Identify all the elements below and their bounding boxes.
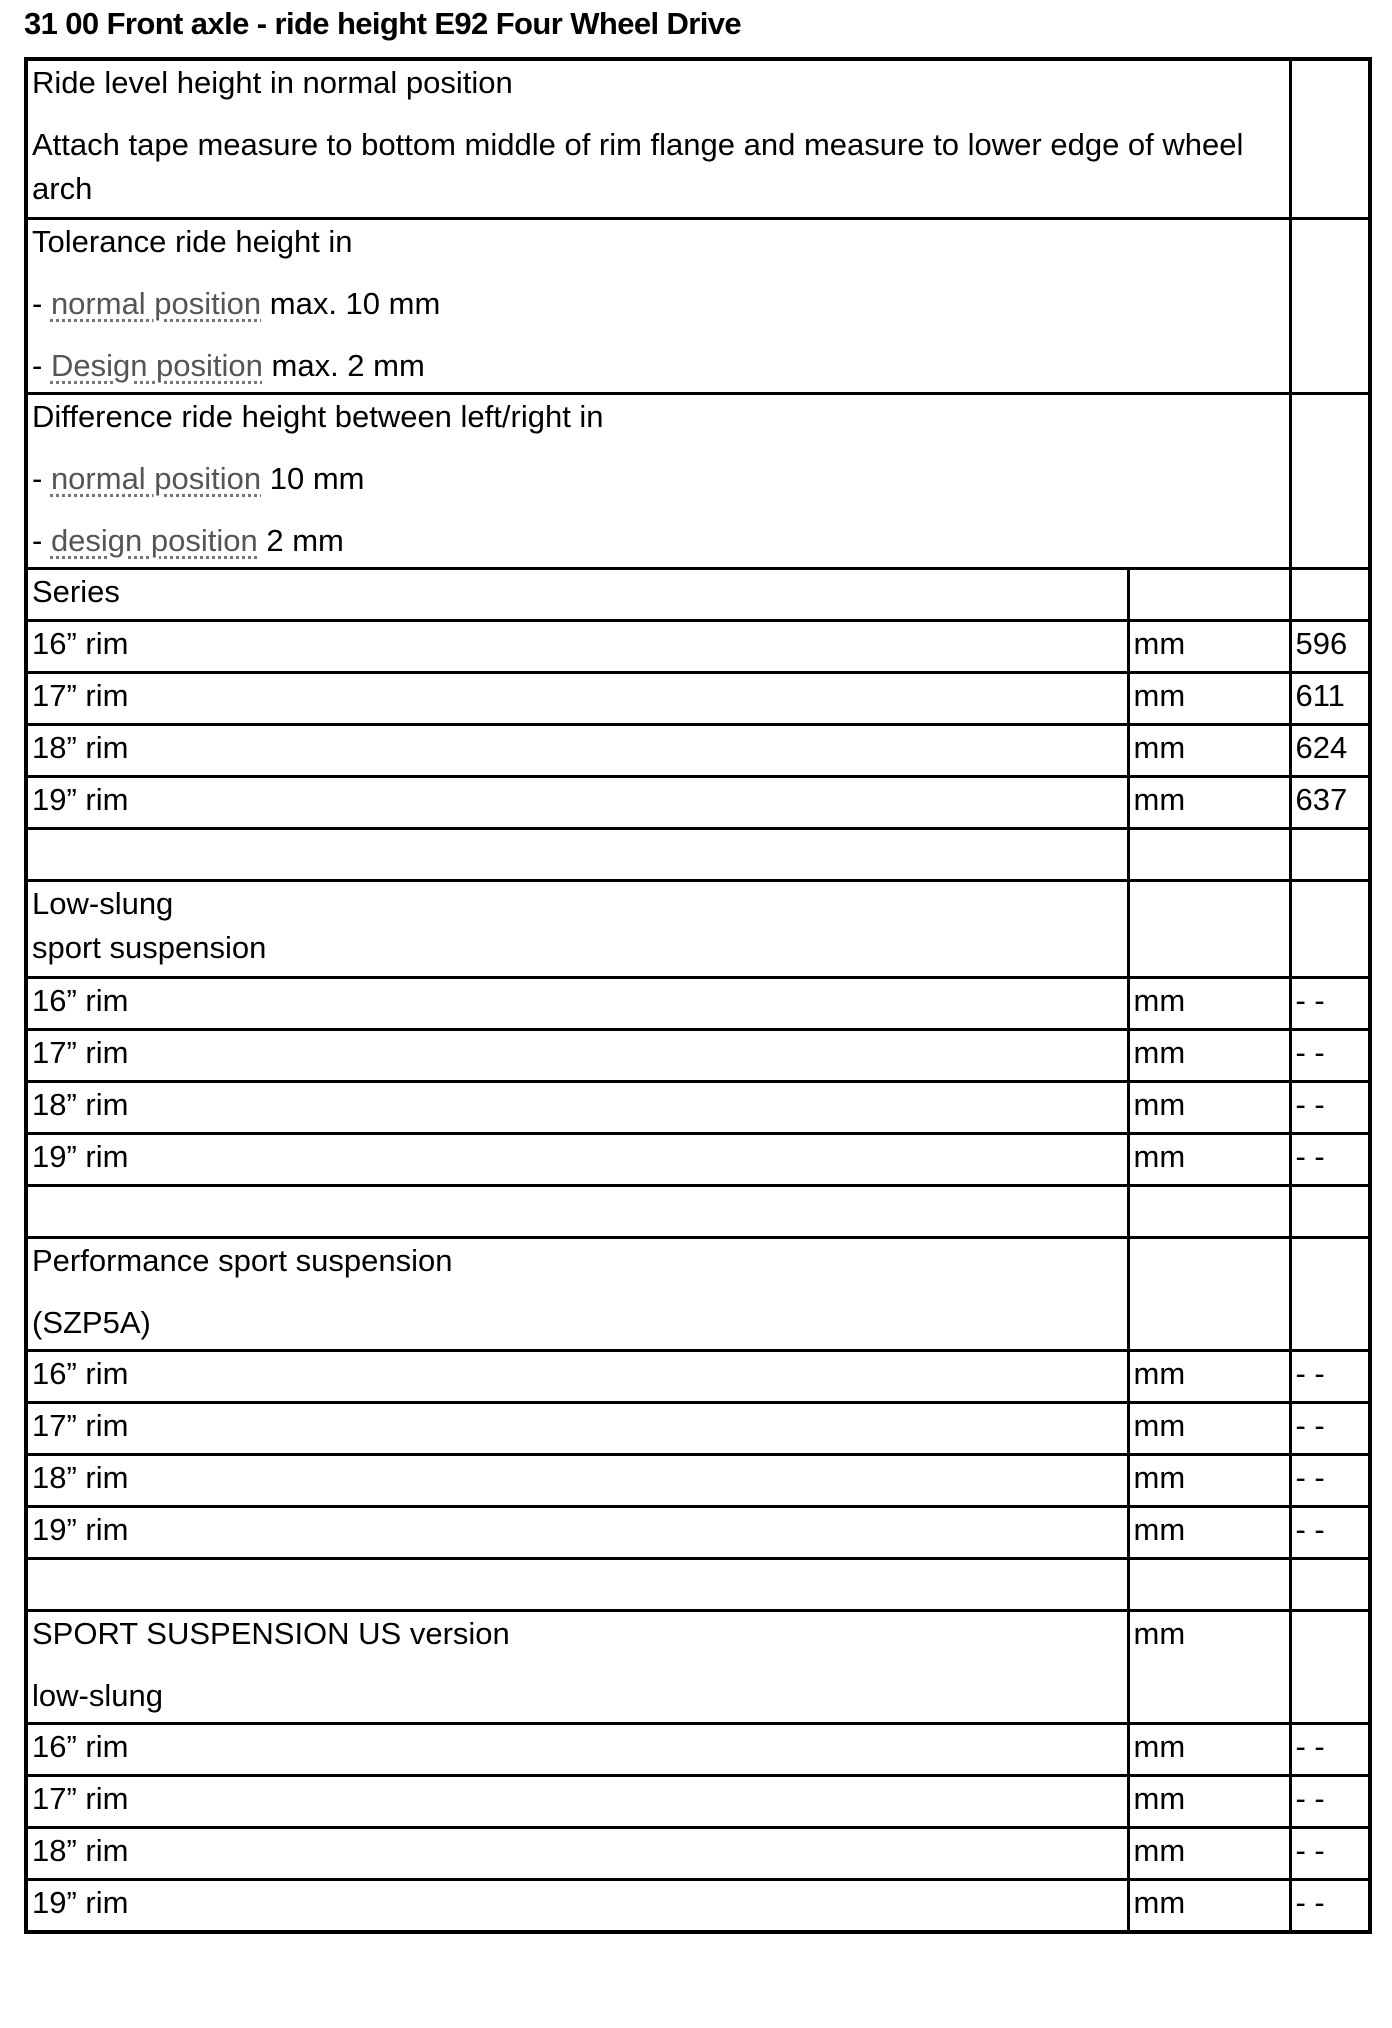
table-row [26, 1134, 1370, 1186]
empty-cell [26, 829, 1128, 881]
difference-normal-value: 10 mm [261, 461, 365, 496]
value-cell: - - [1290, 1403, 1370, 1455]
tolerance-normal-line [32, 282, 1285, 326]
unit-cell: mm [1128, 1880, 1290, 1933]
tolerance-row [26, 219, 1370, 394]
tolerance-normal-value: max. 10 mm [261, 286, 441, 321]
rim-label: 18” rim [26, 1082, 1128, 1134]
table-row [26, 725, 1370, 777]
empty-cell [1290, 1186, 1370, 1238]
low-slung-heading-line-2: sport suspension [32, 930, 267, 965]
tolerance-design-value: max. 2 mm [262, 348, 425, 383]
performance-heading-row [26, 1238, 1370, 1351]
rim-label: 18” rim [26, 1828, 1128, 1880]
value-cell: 611 [1290, 673, 1370, 725]
unit-cell: mm [1128, 673, 1290, 725]
table-row [26, 978, 1370, 1030]
unit-cell: mm [1128, 621, 1290, 673]
difference-design-line [32, 519, 1285, 563]
ride-height-table [24, 57, 1372, 1934]
table-row [26, 777, 1370, 829]
value-cell: - - [1290, 1455, 1370, 1507]
tolerance-value-cell [1290, 219, 1370, 394]
tolerance-cell [26, 219, 1290, 394]
difference-normal-line [32, 457, 1285, 501]
low-slung-heading-line-1: Low-slung [32, 886, 174, 921]
table-row [26, 1403, 1370, 1455]
unit-cell: mm [1128, 1082, 1290, 1134]
empty-cell [1290, 1559, 1370, 1611]
difference-design-position-link[interactable]: design position [50, 523, 258, 558]
value-cell: 596 [1290, 621, 1370, 673]
intro-row [26, 59, 1370, 219]
performance-heading-line-1: Performance sport suspension [32, 1243, 453, 1278]
difference-design-value: 2 mm [257, 523, 344, 558]
us-version-heading-value-cell [1290, 1611, 1370, 1724]
unit-cell: mm [1128, 1030, 1290, 1082]
table-row [26, 1030, 1370, 1082]
performance-heading [26, 1238, 1128, 1351]
rim-label: 17” rim [26, 1030, 1128, 1082]
us-version-heading-unit: mm [1128, 1611, 1290, 1724]
tolerance-heading: Tolerance ride height in [32, 224, 353, 259]
value-cell: - - [1290, 1507, 1370, 1559]
rim-label: 17” rim [26, 1403, 1128, 1455]
spacer-row [26, 1559, 1370, 1611]
value-cell: - - [1290, 1776, 1370, 1828]
unit-cell: mm [1128, 1455, 1290, 1507]
value-cell: - - [1290, 1030, 1370, 1082]
unit-cell: mm [1128, 1134, 1290, 1186]
value-cell: - - [1290, 1134, 1370, 1186]
table-row [26, 1724, 1370, 1776]
difference-design-prefix: - [32, 523, 51, 558]
empty-cell [26, 1186, 1128, 1238]
empty-cell [1128, 1559, 1290, 1611]
table-row [26, 1828, 1370, 1880]
unit-cell: mm [1128, 1828, 1290, 1880]
empty-cell [1128, 1186, 1290, 1238]
value-cell: 637 [1290, 777, 1370, 829]
table-row [26, 1351, 1370, 1403]
difference-normal-prefix: - [32, 461, 51, 496]
us-version-heading-row [26, 1611, 1370, 1724]
intro-cell [26, 59, 1290, 219]
unit-cell: mm [1128, 978, 1290, 1030]
table-row [26, 1082, 1370, 1134]
series-heading-value-cell [1290, 569, 1370, 621]
low-slung-heading-value-cell [1290, 881, 1370, 978]
unit-cell: mm [1128, 1403, 1290, 1455]
us-version-heading-line-2: low-slung [32, 1678, 163, 1713]
rim-label: 18” rim [26, 725, 1128, 777]
unit-cell: mm [1128, 725, 1290, 777]
value-cell: - - [1290, 1082, 1370, 1134]
difference-normal-position-link[interactable]: normal position [50, 461, 262, 496]
low-slung-heading-unit-cell [1128, 881, 1290, 978]
intro-line-2: Attach tape measure to bottom middle of rim flange and measure to lower edge of wheel arch [32, 127, 1244, 206]
rim-label: 16” rim [26, 1351, 1128, 1403]
rim-label: 17” rim [26, 673, 1128, 725]
rim-label: 17” rim [26, 1776, 1128, 1828]
tolerance-normal-prefix: - [32, 286, 51, 321]
us-version-heading-line-1: SPORT SUSPENSION US version [32, 1616, 510, 1651]
intro-value-cell [1290, 59, 1370, 219]
performance-heading-line-2: (SZP5A) [32, 1305, 151, 1340]
table-row [26, 673, 1370, 725]
document-title: 31 00 Front axle - ride height E92 Four Wheel Drive [24, 6, 742, 41]
tolerance-normal-position-link[interactable]: normal position [50, 286, 262, 321]
rim-label: 19” rim [26, 1507, 1128, 1559]
low-slung-heading-row [26, 881, 1370, 978]
difference-heading: Difference ride height between left/right in [32, 399, 604, 434]
series-heading: Series [26, 569, 1128, 621]
value-cell: - - [1290, 978, 1370, 1030]
us-version-heading [26, 1611, 1128, 1724]
value-cell: 624 [1290, 725, 1370, 777]
value-cell: - - [1290, 1724, 1370, 1776]
rim-label: 16” rim [26, 621, 1128, 673]
difference-value-cell [1290, 394, 1370, 569]
rim-label: 18” rim [26, 1455, 1128, 1507]
value-cell: - - [1290, 1880, 1370, 1933]
rim-label: 19” rim [26, 1880, 1128, 1933]
difference-row [26, 394, 1370, 569]
spacer-row [26, 1186, 1370, 1238]
table-row [26, 1880, 1370, 1933]
rim-label: 19” rim [26, 1134, 1128, 1186]
unit-cell: mm [1128, 1351, 1290, 1403]
series-heading-row [26, 569, 1370, 621]
empty-cell [1128, 829, 1290, 881]
unit-cell: mm [1128, 1724, 1290, 1776]
unit-cell: mm [1128, 777, 1290, 829]
table-row [26, 1507, 1370, 1559]
value-cell: - - [1290, 1351, 1370, 1403]
table-row [26, 621, 1370, 673]
rim-label: 16” rim [26, 1724, 1128, 1776]
value-cell: - - [1290, 1828, 1370, 1880]
rim-label: 19” rim [26, 777, 1128, 829]
tolerance-design-prefix: - [32, 348, 51, 383]
unit-cell: mm [1128, 1776, 1290, 1828]
difference-cell [26, 394, 1290, 569]
spacer-row [26, 829, 1370, 881]
tolerance-design-position-link[interactable]: Design position [50, 348, 263, 383]
low-slung-heading [26, 881, 1128, 978]
rim-label: 16” rim [26, 978, 1128, 1030]
empty-cell [26, 1559, 1128, 1611]
performance-heading-value-cell [1290, 1238, 1370, 1351]
tolerance-design-line [32, 344, 1285, 388]
table-row [26, 1455, 1370, 1507]
intro-line-1: Ride level height in normal position [32, 65, 513, 100]
performance-heading-unit-cell [1128, 1238, 1290, 1351]
series-heading-unit-cell [1128, 569, 1290, 621]
unit-cell: mm [1128, 1507, 1290, 1559]
empty-cell [1290, 829, 1370, 881]
table-row [26, 1776, 1370, 1828]
